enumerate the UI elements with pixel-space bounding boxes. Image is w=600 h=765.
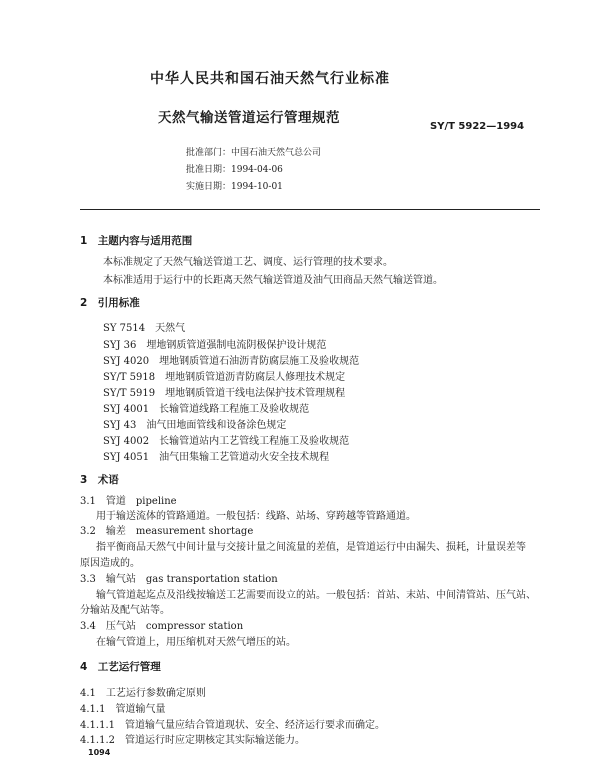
approval-date: 批准日期：1994-04-06 bbox=[186, 165, 283, 175]
term-definition: 原因造成的。 bbox=[80, 558, 140, 569]
term-definition: 用于输送流体的管路通道。一般包括：线路、站场、穿跨越等管路通道。 bbox=[96, 511, 416, 522]
reference-item: SYJ 43 油气田地面管线和设备涂色规定 bbox=[103, 420, 287, 431]
standard-code: SY/T 5922—1994 bbox=[430, 121, 525, 132]
clause: 4.1 工艺运行参数确定原则 bbox=[80, 688, 206, 699]
reference-item: SYJ 4002 长输管道站内工艺管线工程施工及验收规范 bbox=[103, 436, 350, 447]
document-title: 天然气输送管道运行管理规范 bbox=[158, 110, 340, 126]
approval-dept: 批准部门：中国石油天然气总公司 bbox=[186, 148, 322, 158]
term-definition: 分输站及配气站等。 bbox=[80, 605, 170, 616]
section-4-heading: 4 工艺运行管理 bbox=[80, 661, 161, 673]
term-heading: 3.1 管道 pipeline bbox=[80, 496, 177, 507]
term-definition: 输气管道起迄点及沿线按输送工艺需要而设立的站。一般包括：首站、末站、中间清管站、压气站、 bbox=[96, 590, 536, 601]
term-definition: 指平衡商品天然气中间计量与交接计量之间流量的差值，是管道运行中由漏失、损耗，计量误差等 bbox=[96, 542, 526, 553]
page-number: 1094 bbox=[88, 748, 111, 757]
reference-item: SYJ 36 埋地钢质管道强制电流阴极保护设计规范 bbox=[103, 340, 327, 351]
header-separator bbox=[80, 209, 540, 210]
term-heading: 3.2 输差 measurement shortage bbox=[80, 526, 254, 537]
effective-date: 实施日期：1994-10-01 bbox=[186, 182, 283, 192]
reference-item: SYJ 4001 长输管道线路工程施工及验收规范 bbox=[103, 404, 310, 415]
term-definition: 在输气管道上，用压缩机对天然气增压的站。 bbox=[96, 637, 296, 648]
section-3-heading: 3 术语 bbox=[80, 474, 119, 486]
section-1-paragraph: 本标准适用于运行中的长距离天然气输送管道及油气田商品天然气输送管道。 bbox=[103, 275, 443, 286]
section-2-heading: 2 引用标准 bbox=[80, 297, 140, 309]
industry-standard-heading: 中华人民共和国石油天然气行业标准 bbox=[150, 71, 390, 87]
clause: 4.1.1.2 管道运行时应定期核定其实际输送能力。 bbox=[80, 735, 305, 746]
section-1-heading: 1 主题内容与适用范围 bbox=[80, 235, 193, 247]
reference-item: SY 7514 天然气 bbox=[103, 323, 186, 334]
reference-item: SYJ 4051 油气田集输工艺管道动火安全技术规程 bbox=[103, 452, 330, 463]
term-heading: 3.4 压气站 compressor station bbox=[80, 621, 244, 632]
reference-item: SY/T 5919 埋地钢质管道干线电法保护技术管理规程 bbox=[103, 388, 346, 399]
reference-item: SY/T 5918 埋地钢质管道沥青防腐层人修理技术规定 bbox=[103, 372, 346, 383]
clause: 4.1.1 管道输气量 bbox=[80, 704, 166, 715]
clause: 4.1.1.1 管道输气量应结合管道现状、安全、经济运行要求而确定。 bbox=[80, 720, 385, 731]
section-1-paragraph: 本标准规定了天然气输送管道工艺、调度、运行管理的技术要求。 bbox=[103, 257, 393, 268]
term-heading: 3.3 输气站 gas transportation station bbox=[80, 574, 278, 585]
reference-item: SYJ 4020 埋地钢质管道石油沥青防腐层施工及验收规范 bbox=[103, 356, 360, 367]
